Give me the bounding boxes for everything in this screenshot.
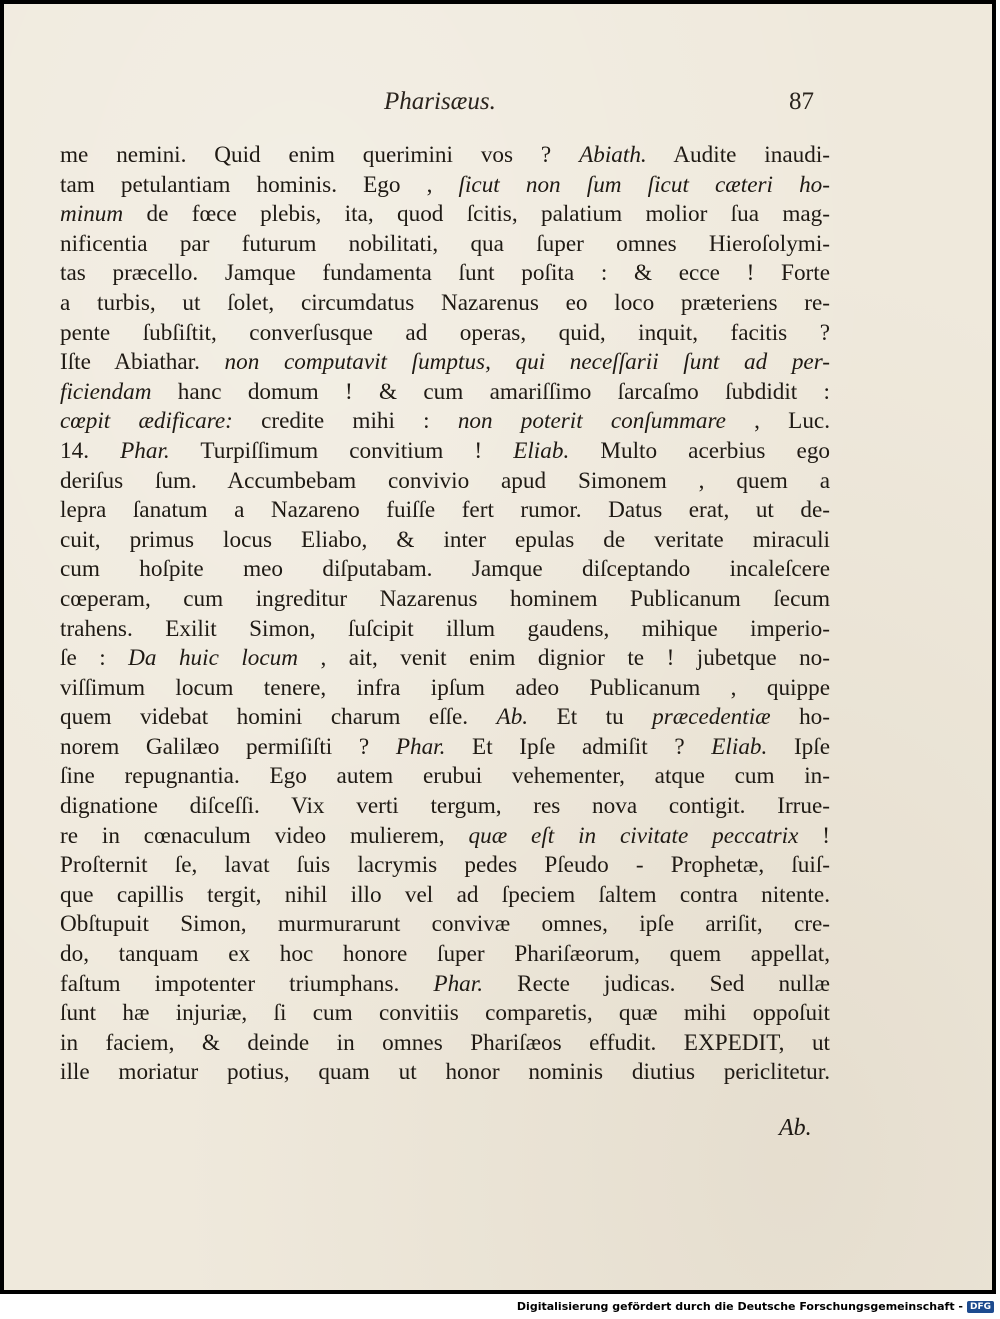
text-run: nificentia par futurum nobilitati, qua ſuper omnes Hieroſolymi-: [60, 230, 830, 257]
text-run: ille moriatur potius, quam ut honor nominis diutius periclitetur.: [60, 1059, 830, 1086]
text-run: , Luc.: [725, 408, 830, 435]
body-text: [60, 141, 830, 1088]
text-run: ſicut non ſum ſicut cæteri ho-: [458, 171, 830, 198]
text-run: cuit, primus locus Eliabo, & inter epulas de veritate miraculi: [60, 526, 830, 553]
text-run: me nemini. Quid enim querimini vos ?: [60, 142, 580, 168]
text-run: , ait, venit enim dignior te ! jubetque no-: [298, 645, 830, 672]
text-line: [60, 703, 830, 733]
text-run: viſſimum locum tenere, infra ipſum adeo Publicanum , quippe: [60, 674, 830, 701]
text-line: [60, 910, 830, 940]
text-run: Audite inaudi-: [646, 142, 830, 168]
text-run: norem Galilæo permiſiſti ?: [60, 733, 396, 760]
text-run: de fœce plebis, ita, quod ſcitis, palatium molior ſua mag-: [123, 201, 830, 228]
text-run: cum hoſpite meo diſputabam. Jamque diſceptando incaleſcere: [60, 556, 830, 583]
text-run: in faciem, & deinde in omnes Phariſæos effudit. EXPEDIT, ut: [60, 1029, 830, 1056]
text-run: dignatione diſceſſi. Vix verti tergum, res nova contigit. Irrue-: [60, 793, 830, 820]
text-run: Et Ipſe admiſit ?: [445, 733, 712, 760]
text-run: a turbis, ut ſolet, circumdatus Nazarenus eo loco præteriens re-: [60, 289, 830, 316]
text-line: [60, 407, 830, 437]
text-line: [60, 851, 830, 881]
text-line: [60, 200, 830, 230]
text-run: deriſus ſum. Accumbebam convivio apud Simonem , quem a: [60, 467, 830, 494]
text-line: [60, 555, 830, 585]
text-line: [60, 822, 830, 852]
text-run: do, tanquam ex hoc honore ſuper Phariſæorum, quem appellat,: [60, 941, 830, 968]
text-run: hanc domum ! & cum amariſſimo ſarcaſmo ſubdidit :: [151, 378, 830, 405]
text-run: Obſtupuit Simon, murmurarunt convivæ omnes, ipſe arriſit, cre-: [60, 911, 830, 938]
text-run: Ab.: [496, 704, 529, 731]
text-run: Proſternit ſe, lavat ſuis lacrymis pedes Pſeudo - Prophetæ, ſuiſ-: [60, 852, 830, 879]
text-run: Turpiſſimum convitium !: [169, 437, 514, 464]
text-run: ſunt hæ injuriæ, ſi cum convitiis comparetis, quæ mihi oppoſuit: [60, 1000, 830, 1027]
text-run: Abiath.: [579, 142, 647, 168]
text-run: Et tu: [528, 704, 653, 731]
text-run: non poterit conſummare: [457, 408, 726, 435]
text-run: tam petulantiam hominis. Ego ,: [60, 171, 459, 198]
text-run: Recte judicas. Sed nullæ: [483, 970, 830, 997]
text-line: [60, 437, 830, 467]
funding-credit: Digitalisierung gefördert durch die Deutsche Forschungsgemeinschaft -: [516, 1300, 963, 1313]
text-run: que capillis tergit, nihil illo vel ad ſpeciem ſaltem contra nitente.: [60, 881, 830, 908]
text-run: Phar.: [395, 733, 446, 760]
digitization-footer: [517, 1300, 994, 1313]
text-run: 14.: [60, 437, 121, 464]
text-run: credite mihi :: [232, 408, 458, 435]
text-run: Multo acerbius ego: [569, 437, 830, 464]
text-run: Eliab.: [513, 437, 570, 464]
text-line: [60, 319, 830, 349]
text-run: !: [798, 822, 830, 849]
text-run: Phar.: [120, 437, 170, 464]
text-line: [60, 762, 830, 792]
text-run: cœperam, cum ingreditur Nazarenus hominem Publicanum ſecum: [60, 585, 830, 612]
text-line: [60, 289, 830, 319]
page-number: 87: [789, 88, 814, 115]
dfg-logo: DFG: [967, 1301, 994, 1313]
text-run: Phar.: [433, 970, 484, 997]
text-run: faſtum impotenter triumphans.: [60, 970, 434, 997]
text-run: præcedentiæ: [652, 704, 771, 731]
text-line: [60, 615, 830, 645]
text-run: Iſte Abiathar.: [60, 349, 225, 376]
text-run: minum: [60, 201, 124, 228]
text-line: [60, 496, 830, 526]
text-line: [60, 259, 830, 289]
text-run: ſine repugnantia. Ego autem erubui vehementer, atque cum in-: [60, 763, 830, 790]
text-run: Eliab.: [711, 733, 768, 760]
text-run: lepra ſanatum a Nazareno fuiſſe fert rumor. Datus erat, ut de-: [60, 497, 830, 524]
text-run: tas præcello. Jamque fundamenta ſunt poſita : & ecce ! Forte: [60, 260, 830, 287]
text-run: Ipſe: [767, 733, 830, 760]
running-title: Pharisæus.: [384, 88, 496, 115]
text-line: [60, 141, 830, 171]
running-head: [4, 88, 992, 118]
text-run: non computavit ſumptus, qui neceſſarii ſunt ad per-: [224, 349, 830, 376]
text-line: [60, 999, 830, 1029]
text-run: re in cœnaculum video mulierem,: [60, 822, 469, 849]
text-line: [60, 378, 830, 408]
text-line: [60, 792, 830, 822]
text-line: [60, 467, 830, 497]
text-line: [60, 940, 830, 970]
book-page: [4, 4, 992, 1290]
text-line: [60, 1029, 830, 1059]
text-line: [60, 881, 830, 911]
text-run: Da huic locum: [128, 645, 299, 672]
text-run: ho-: [770, 704, 830, 731]
text-line: [60, 230, 830, 260]
text-line: [60, 526, 830, 556]
text-run: ficiendam: [60, 378, 152, 405]
text-line: [60, 644, 830, 674]
text-run: quem videbat homini charum eſſe.: [60, 704, 497, 731]
text-run: ſe :: [60, 645, 129, 672]
text-line: [60, 585, 830, 615]
text-line: [60, 674, 830, 704]
text-line: [60, 348, 830, 378]
text-run: quæ eſt in civitate peccatrix: [468, 822, 799, 849]
text-line: [60, 171, 830, 201]
text-run: cœpit ædificare:: [60, 408, 233, 435]
catchword: Ab.: [779, 1115, 812, 1141]
text-run: trahens. Exilit Simon, ſuſcipit illum gaudens, mihique imperio-: [60, 615, 830, 642]
text-line: [60, 1058, 830, 1088]
text-line: [60, 733, 830, 763]
text-line: [60, 970, 830, 1000]
text-run: pente ſubſiſtit, converſusque ad operas, quid, inquit, facitis ?: [60, 319, 830, 346]
